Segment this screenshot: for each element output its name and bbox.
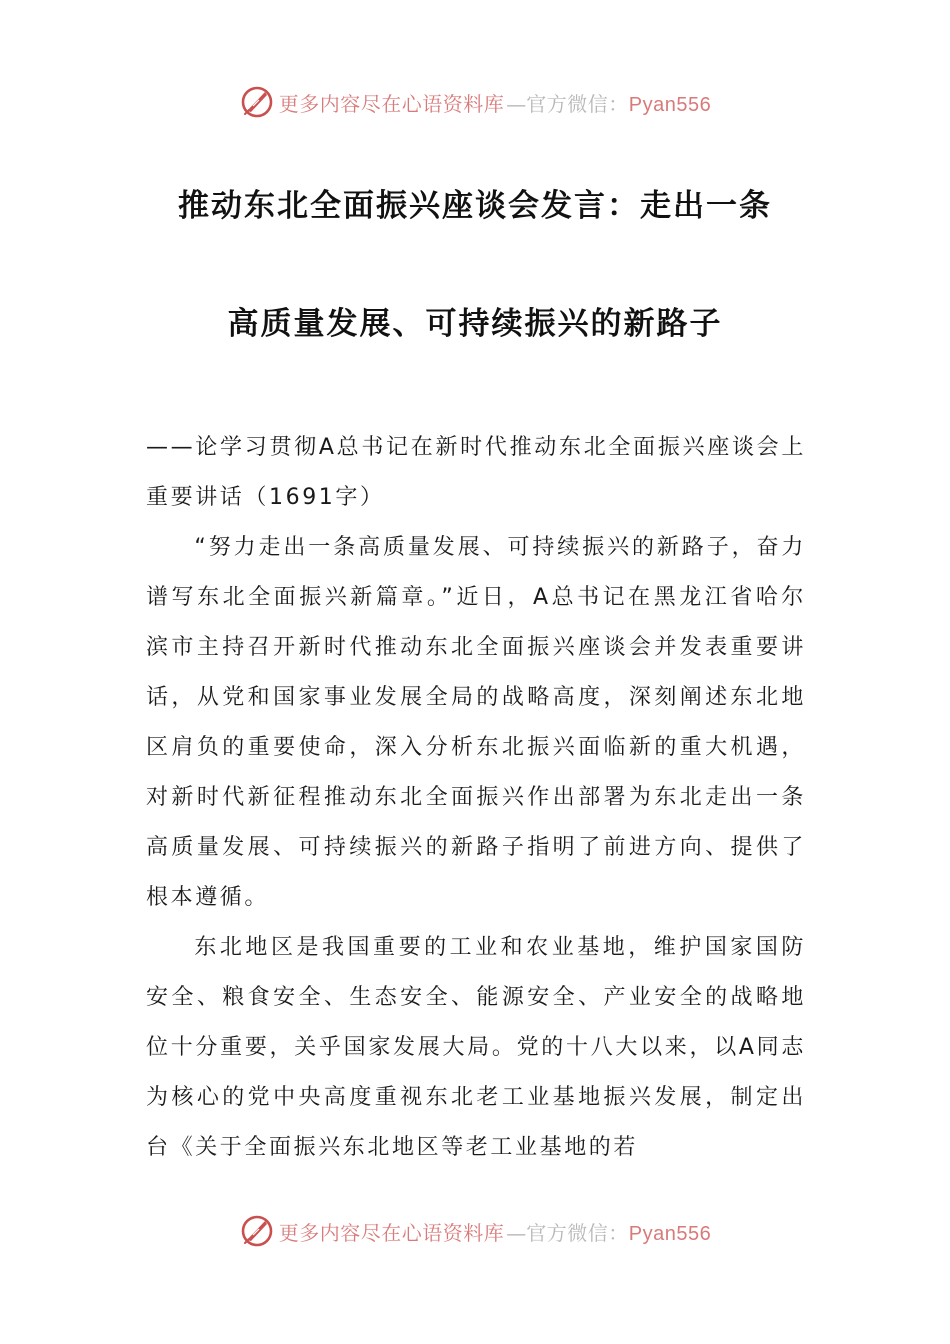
watermark-dash: — [506,1220,525,1245]
body-paragraph-2: 东北地区是我国重要的工业和农业基地，维护国家国防安全、粮食安全、生态安全、能源安全、产业安全的战略地位十分重要，关乎国家发展大局。党的十八大以来，以A同志为核心的党中央高度重视东北老工业基地振兴发展，制定出台《关于全面振兴东北地区等老工业基地的若 [146,935,806,1160]
document-subtitle: ——论学习贯彻A总书记在新时代推动东北全面振兴座谈会上重要讲话（1691字） [146,435,806,510]
watermark-lead: 更多内容尽在心语资料库 [278,91,505,116]
footer-watermark-banner [0,1211,950,1251]
watermark-label: 官方微信： [526,1220,629,1245]
document-body [146,423,806,1173]
quill-logo-icon [239,1213,275,1249]
header-watermark-banner [0,82,950,122]
watermark-wechat-id: Pyan556 [628,1222,712,1245]
watermark-label: 官方微信： [526,91,629,116]
watermark-text [279,1217,711,1246]
document-title-line-1: 推动东北全面振兴座谈会发言：走出一条 [178,188,772,224]
watermark-wechat-id: Pyan556 [628,93,712,116]
watermark-dash: — [506,91,525,116]
watermark-lead: 更多内容尽在心语资料库 [278,1220,505,1245]
quill-logo-icon [239,84,275,120]
document-title-line-2: 高质量发展、可持续振兴的新路子 [227,306,723,342]
body-paragraph-1: “努力走出一条高质量发展、可持续振兴的新路子，奋力谱写东北全面振兴新篇章。”近日，A总书记在黑龙江省哈尔滨市主持召开新时代推动东北全面振兴座谈会并发表重要讲话，从党和国家事业发展全局的战略高度，深刻阐述东北地区肩负的重要使命，深入分析东北振兴面临新的重大机遇，对新时代新征程推动东北全面振兴作出部署为东北走出一条高质量发展、可持续振兴的新路子指明了前进方向、提供了根本遵循。 [146,535,806,910]
watermark-text [279,88,711,117]
